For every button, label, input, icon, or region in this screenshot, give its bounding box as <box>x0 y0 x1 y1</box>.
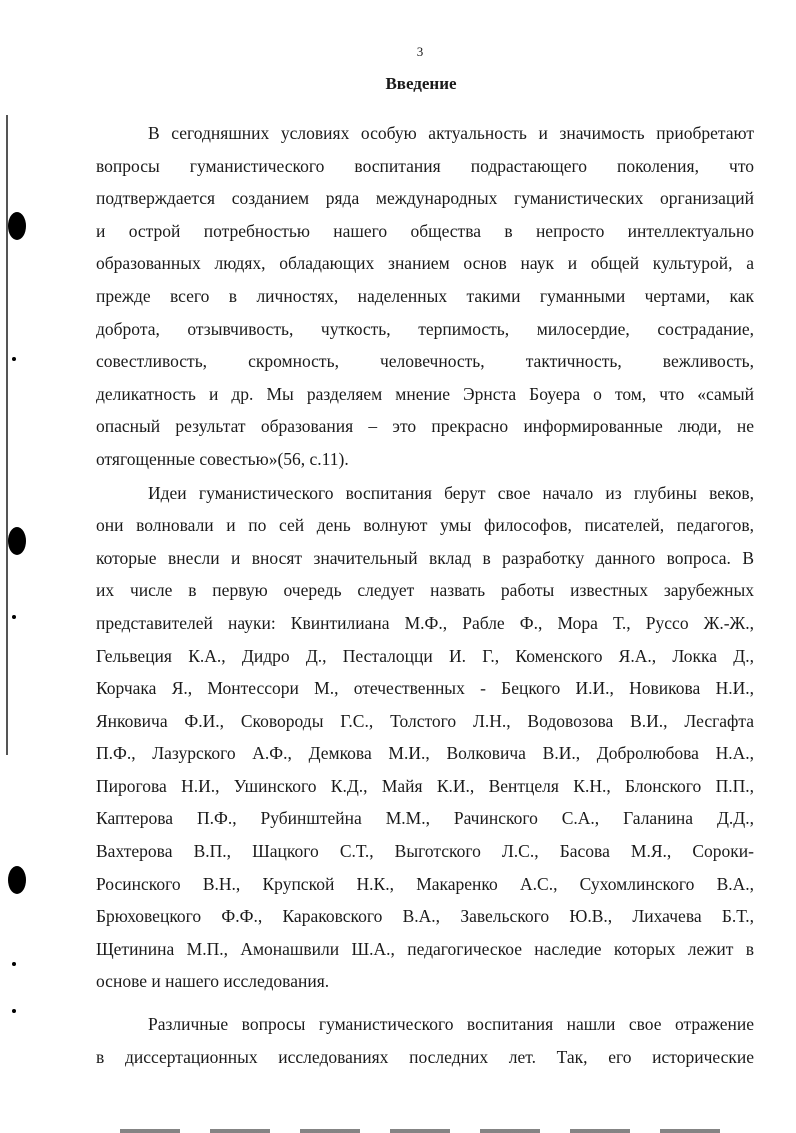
paragraph-ideas <box>96 477 754 999</box>
scan-speck <box>12 615 16 619</box>
text-line: доброта, отзывчивость, чуткость, терпимость, милосердие, сострадание, <box>96 318 754 339</box>
text-line: отягощенные совестью»(56, с.11). <box>96 448 349 469</box>
text-line: П.Ф., Лазурского А.Ф., Демкова М.И., Волковича В.И., Добролюбова Н.А., <box>96 743 754 764</box>
text-line: Янковича Ф.И., Сковороды Г.С., Толстого Л.Н., Водовозова В.И., Лесгафта <box>96 710 754 731</box>
binder-hole-mark <box>8 866 26 894</box>
text-line: Корчака Я., Монтессори М., отечественных - Бецкого И.И., Новикова Н.И., <box>96 678 754 699</box>
paragraph-intro <box>96 117 754 476</box>
paragraph-dissertations <box>96 1008 754 1073</box>
scan-speck <box>12 962 16 966</box>
text-line: и острой потребностью нашего общества в непросто интеллектуально <box>96 220 754 241</box>
text-line: подтверждается созданием ряда международных гуманистических организаций <box>96 188 754 209</box>
text-line: Гельвеция К.А., Дидро Д., Песталоцци И. Г., Коменского Я.А., Локка Д., <box>96 645 754 666</box>
page-number: 3 <box>416 44 424 59</box>
binder-hole-mark <box>8 527 26 555</box>
text-line: они волновали и по сей день волнуют умы философов, писателей, педагогов, <box>96 515 754 536</box>
scan-edge-line <box>6 115 8 755</box>
text-line: их числе в первую очередь следует назвать работы известных зарубежных <box>96 580 754 601</box>
binder-hole-mark <box>8 212 26 240</box>
text-line: которые внесли и вносят значительный вклад в разработку данного вопроса. В <box>96 547 754 568</box>
text-line: прежде всего в личностях, наделенных такими гуманными чертами, как <box>96 285 754 306</box>
scan-speck <box>12 357 16 361</box>
scan-speck <box>12 1009 16 1013</box>
text-line: Различные вопросы гуманистического воспитания нашли свое отражение <box>148 1014 754 1035</box>
text-line: деликатность и др. Мы разделяем мнение Эрнста Боуера о том, что «самый <box>96 383 754 404</box>
document-body <box>96 117 754 1073</box>
text-line: в диссертационных исследованиях последних лет. Так, его исторические <box>96 1046 754 1067</box>
text-line: совестливость, скромность, человечность, тактичность, вежливость, <box>96 351 754 372</box>
text-line: вопросы гуманистического воспитания подрастающего поколения, что <box>96 155 754 176</box>
text-line: Брюховецкого Ф.Ф., Караковского В.А., Завельского Ю.В., Лихачева Б.Т., <box>96 906 754 927</box>
text-line: В сегодняшних условиях особую актуальность и значимость приобретают <box>148 123 754 143</box>
text-line: образованных людях, обладающих знанием основ наук и общей культурой, а <box>96 253 754 274</box>
text-line: опасный результат образования – это прекрасно информированные люди, не <box>96 416 754 437</box>
text-line: Идеи гуманистического воспитания берут свое начало из глубины веков, <box>148 482 754 503</box>
text-line: основе и нашего исследования. <box>96 971 330 992</box>
text-line: Щетинина М.П., Амонашвили Ш.А., педагогическое наследие которых лежит в <box>96 938 754 959</box>
text-line: Каптерова П.Ф., Рубинштейна М.М., Рачинского С.А., Галанина Д.Д., <box>96 808 754 829</box>
scan-bottom-strip <box>120 1129 720 1133</box>
text-line: представителей науки: Квинтилиана М.Ф., Рабле Ф., Мора Т., Руссо Ж.-Ж., <box>96 612 754 633</box>
text-line: Пирогова Н.И., Ушинского К.Д., Майя К.И., Вентцеля К.Н., Блонского П.П., <box>96 775 754 796</box>
text-line: Росинского В.Н., Крупской Н.К., Макаренко А.С., Сухомлинского В.А., <box>96 873 754 894</box>
text-line: Вахтерова В.П., Шацкого С.Т., Выготского Л.С., Басова М.Я., Сороки- <box>96 841 754 862</box>
page-title: Введение <box>385 74 457 93</box>
